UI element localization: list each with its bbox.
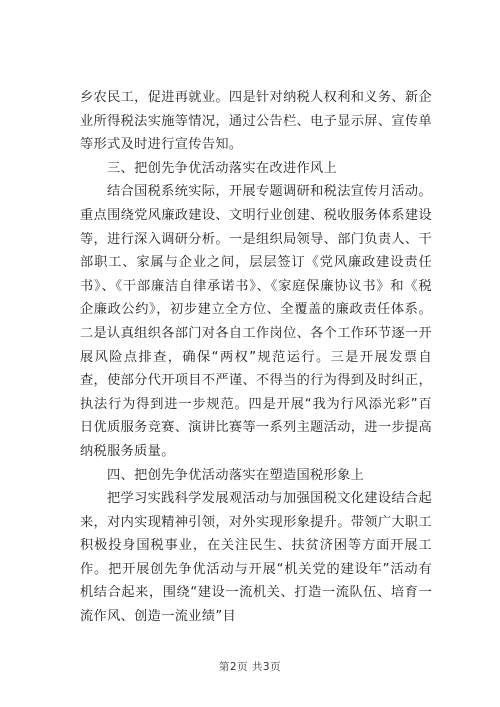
section-heading-four: 四、把创先争优活动落实在塑造国税形象上 — [107, 467, 365, 483]
document-body — [80, 86, 432, 629]
page-number-footer: 第2页 共3页 — [218, 661, 282, 673]
paragraph-section-four: 把学习实践科学发展观活动与加强国税文化建设结合起来，对内实现精神引领，对外实现形象提升。带领广大职工积极投身国税事业，在关注民生、扶贫济困等方面开展工作。把开展创先争优活动与开展“机关党的建设年”活动有机结合起来，围绕“建设一流机关、打造一流队伍、培育一流作风、创造一流业绩”目 — [80, 491, 432, 625]
paragraph-section-three: 结合国税系统实际，开展专题调研和税法宣传月活动。重点围绕党风廉政建设、文明行业创建、税收服务体系建设等，进行深入调研分析。一是组织局领导、部门负责人、干部职工、家属与企业之间，层层签订《党风廉政建设责任书》、《干部廉洁自律承诺书》、《家庭保廉协议书》和《税企廉政公约》，初步建立全方位、全覆盖的廉政责任体系。二是认真组织各部门对各自工作岗位、各个工作环节逐一开展风险点排查，确保“两权”规范运行。三是开展发票自查，使部分代开项目不严谨、不得当的行为得到及时纠正，执法行为得到进一步规范。四是开展“我为行风添光彩”百日优质服务竞赛、演讲比赛等一系列主题活动，进一步提高纳税服务质量。 — [80, 184, 432, 459]
paragraph-continuation: 乡农民工，促进再就业。四是针对纳税人权利和义务、新企业所得税法实施等情况，通过公告栏、电子显示屏、宣传单等形式及时进行宣传告知。 — [80, 90, 432, 153]
section-heading-three: 三、把创先争优活动落实在改进作风上 — [107, 160, 338, 176]
